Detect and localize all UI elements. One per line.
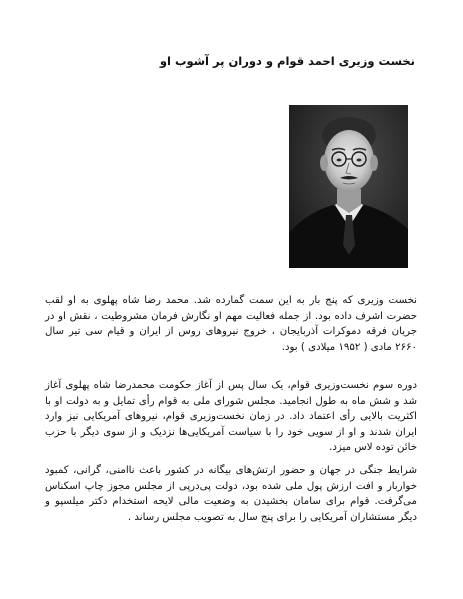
paragraph-3: شرایط جنگی در جهان و حضور ارتش‌های بیگانه در کشور باعث ناامنی، گرانی، کمبود خواربار و افت ارزش پول ملی شده بود، دولت پی‌درپی از مجلس مجوز چاپ اسکناس می‌گرفت. قوام برای سامان بخشیدن به وضعیت مالی لایحه استخدام دکتر میلسپو و دیگر مستشاران آمریکایی را برای پنج سال به تصویب مجلس رساند . [45, 465, 417, 523]
paragraph-1: نخست وزیری که پنج بار به این سمت گمارده شد. محمد رضا شاه پهلوی به او لقب حضرت اشرف داده بود. از جمله فعالیت مهم او نگارش فرمان مشروطیت ، نقش او در جریان فرقه دموکرات آذربایجان ، خروج نیروهای روس از ایران و قیام سی تیر سال ۲۶۶۰ مادی ( ۱۹۵۲ میلادی ) بود. [45, 295, 417, 353]
portrait-photo [289, 105, 408, 268]
document-title: نخست وزیری احمد قوام و دوران پر آشوب او [159, 54, 415, 68]
paragraph-2: دوره سوم نخست‌وزیری قوام، یک سال پس از آغاز حکومت محمدرضا شاه پهلوی آغاز شد و شش ماه به طول انجامید. مجلس شورای ملی به قوام رأی تمایل و به دولت او با اکثریت بالایی رأی اعتماد داد. در زمان نخست‌وزیری قوام، نیروهای آمریکایی نیز وارد ایران شدند و او از سویی خود را با سیاست آمریکایی‌ها نزدیک و از سوی دیگر با حزب خائن توده لاس میزد. [45, 380, 417, 454]
portrait-illustration [289, 105, 408, 268]
